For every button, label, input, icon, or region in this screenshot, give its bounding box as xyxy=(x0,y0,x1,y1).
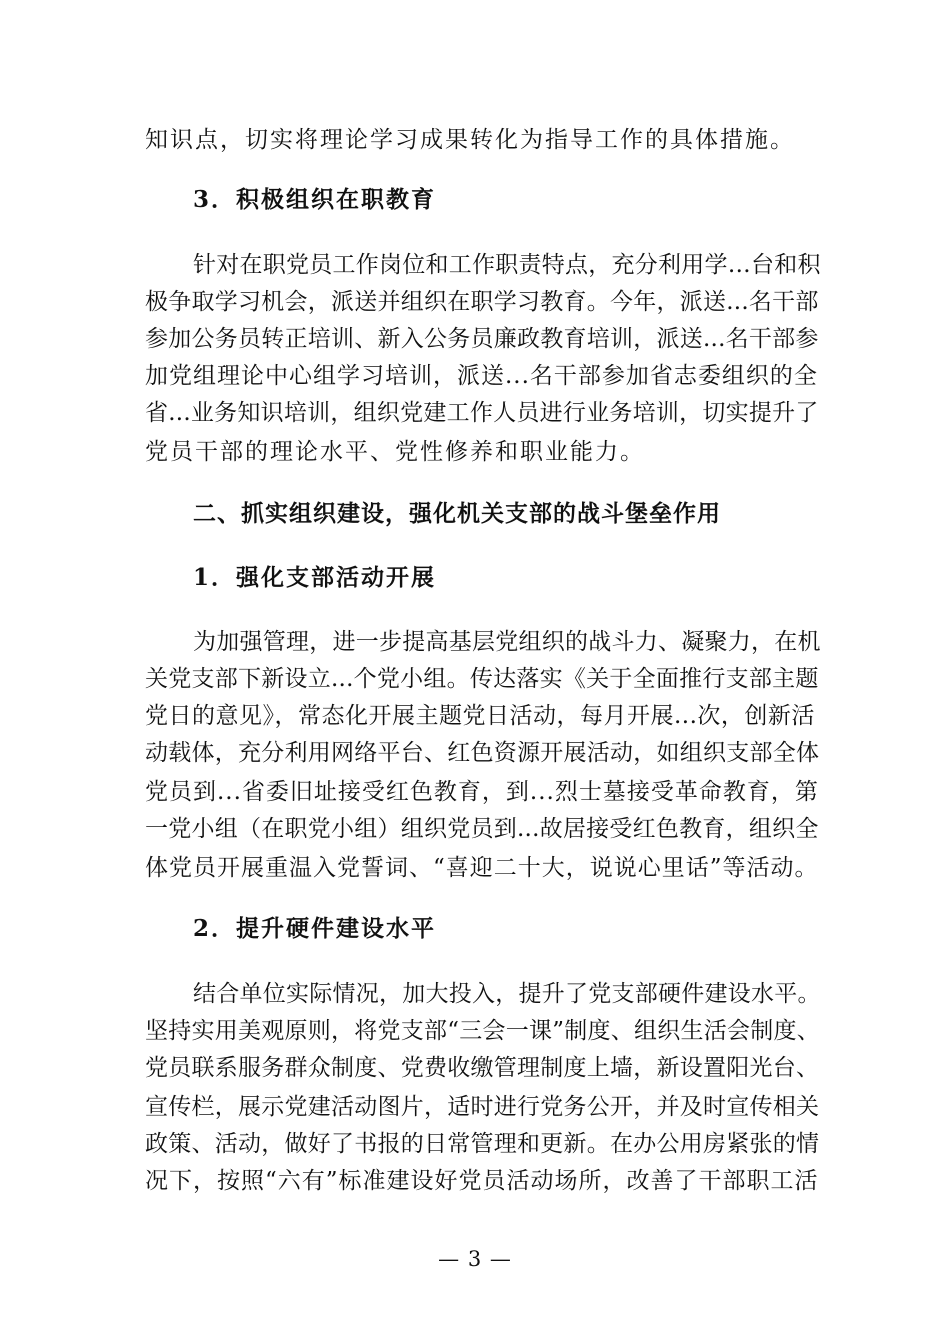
paragraph-line: 党员干部的理论水平、党性修养和职业能力。 xyxy=(145,439,645,465)
paragraph-line: 为加强管理，进一步提高基层党组织的战斗力、凝聚力，在机 xyxy=(193,629,821,655)
chapter-heading-2: 二、抓实组织建设，强化机关支部的战斗堡垒作用 xyxy=(193,500,721,527)
paragraph-line: 政策、活动，做好了书报的日常管理和更新。在办公用房紧张的情 xyxy=(145,1131,820,1157)
paragraph-line: 一党小组（在职党小组）组织党员到...故居接受红色教育，组织全 xyxy=(145,816,819,842)
paragraph-line: 结合单位实际情况，加大投入，提升了党支部硬件建设水平。 xyxy=(193,981,821,1007)
paragraph-line: 动载体，充分利用网络平台、红色资源开展活动，如组织支部全体 xyxy=(145,740,820,766)
paragraph-line: 体党员开展重温入党誓词、“喜迎二十大，说说心里话”等活动。 xyxy=(145,855,819,881)
paragraph-line: 知识点，切实将理论学习成果转化为指导工作的具体措施。 xyxy=(145,127,795,153)
paragraph-line: 坚持实用美观原则，将党支部“三会一课”制度、组织生活会制度、 xyxy=(145,1018,821,1044)
paragraph-line: 针对在职党员工作岗位和工作职责特点，充分利用学…台和积 xyxy=(193,252,821,278)
page-number: — 3 — xyxy=(438,1247,512,1271)
paragraph-line: 参加公务员转正培训、新入公务员廉政教育培训，派送...名干部参 xyxy=(145,326,819,352)
paragraph-line: 党员联系服务群众制度、党费收缴管理制度上墙，新设置阳光台、 xyxy=(145,1055,820,1081)
section-heading-2: 2．提升硬件建设水平 xyxy=(193,915,437,942)
paragraph-line: 极争取学习机会，派送并组织在职学习教育。今年，派送...名干部 xyxy=(145,289,819,315)
section-heading-1: 1．强化支部活动开展 xyxy=(193,564,437,591)
paragraph-line: 党员到...省委旧址接受红色教育，到...烈士墓接受革命教育，第 xyxy=(145,779,819,805)
paragraph-line: 关党支部下新设立...个党小组。传达落实《关于全面推行支部主题 xyxy=(145,666,819,692)
section-heading-3: 3．积极组织在职教育 xyxy=(193,186,437,213)
paragraph-line: 况下，按照“六有”标准建设好党员活动场所，改善了干部职工活 xyxy=(145,1168,819,1194)
paragraph-line: 加党组理论中心组学习培训，派送...名干部参加省志委组织的全 xyxy=(145,363,818,389)
paragraph-line: 党日的意见》，常态化开展主题党日活动，每月开展...次，创新活 xyxy=(145,703,815,729)
paragraph-line: 宣传栏，展示党建活动图片，适时进行党务公开，并及时宣传相关 xyxy=(145,1094,820,1120)
paragraph-line: 省...业务知识培训，组织党建工作人员进行业务培训，切实提升了 xyxy=(145,400,819,426)
